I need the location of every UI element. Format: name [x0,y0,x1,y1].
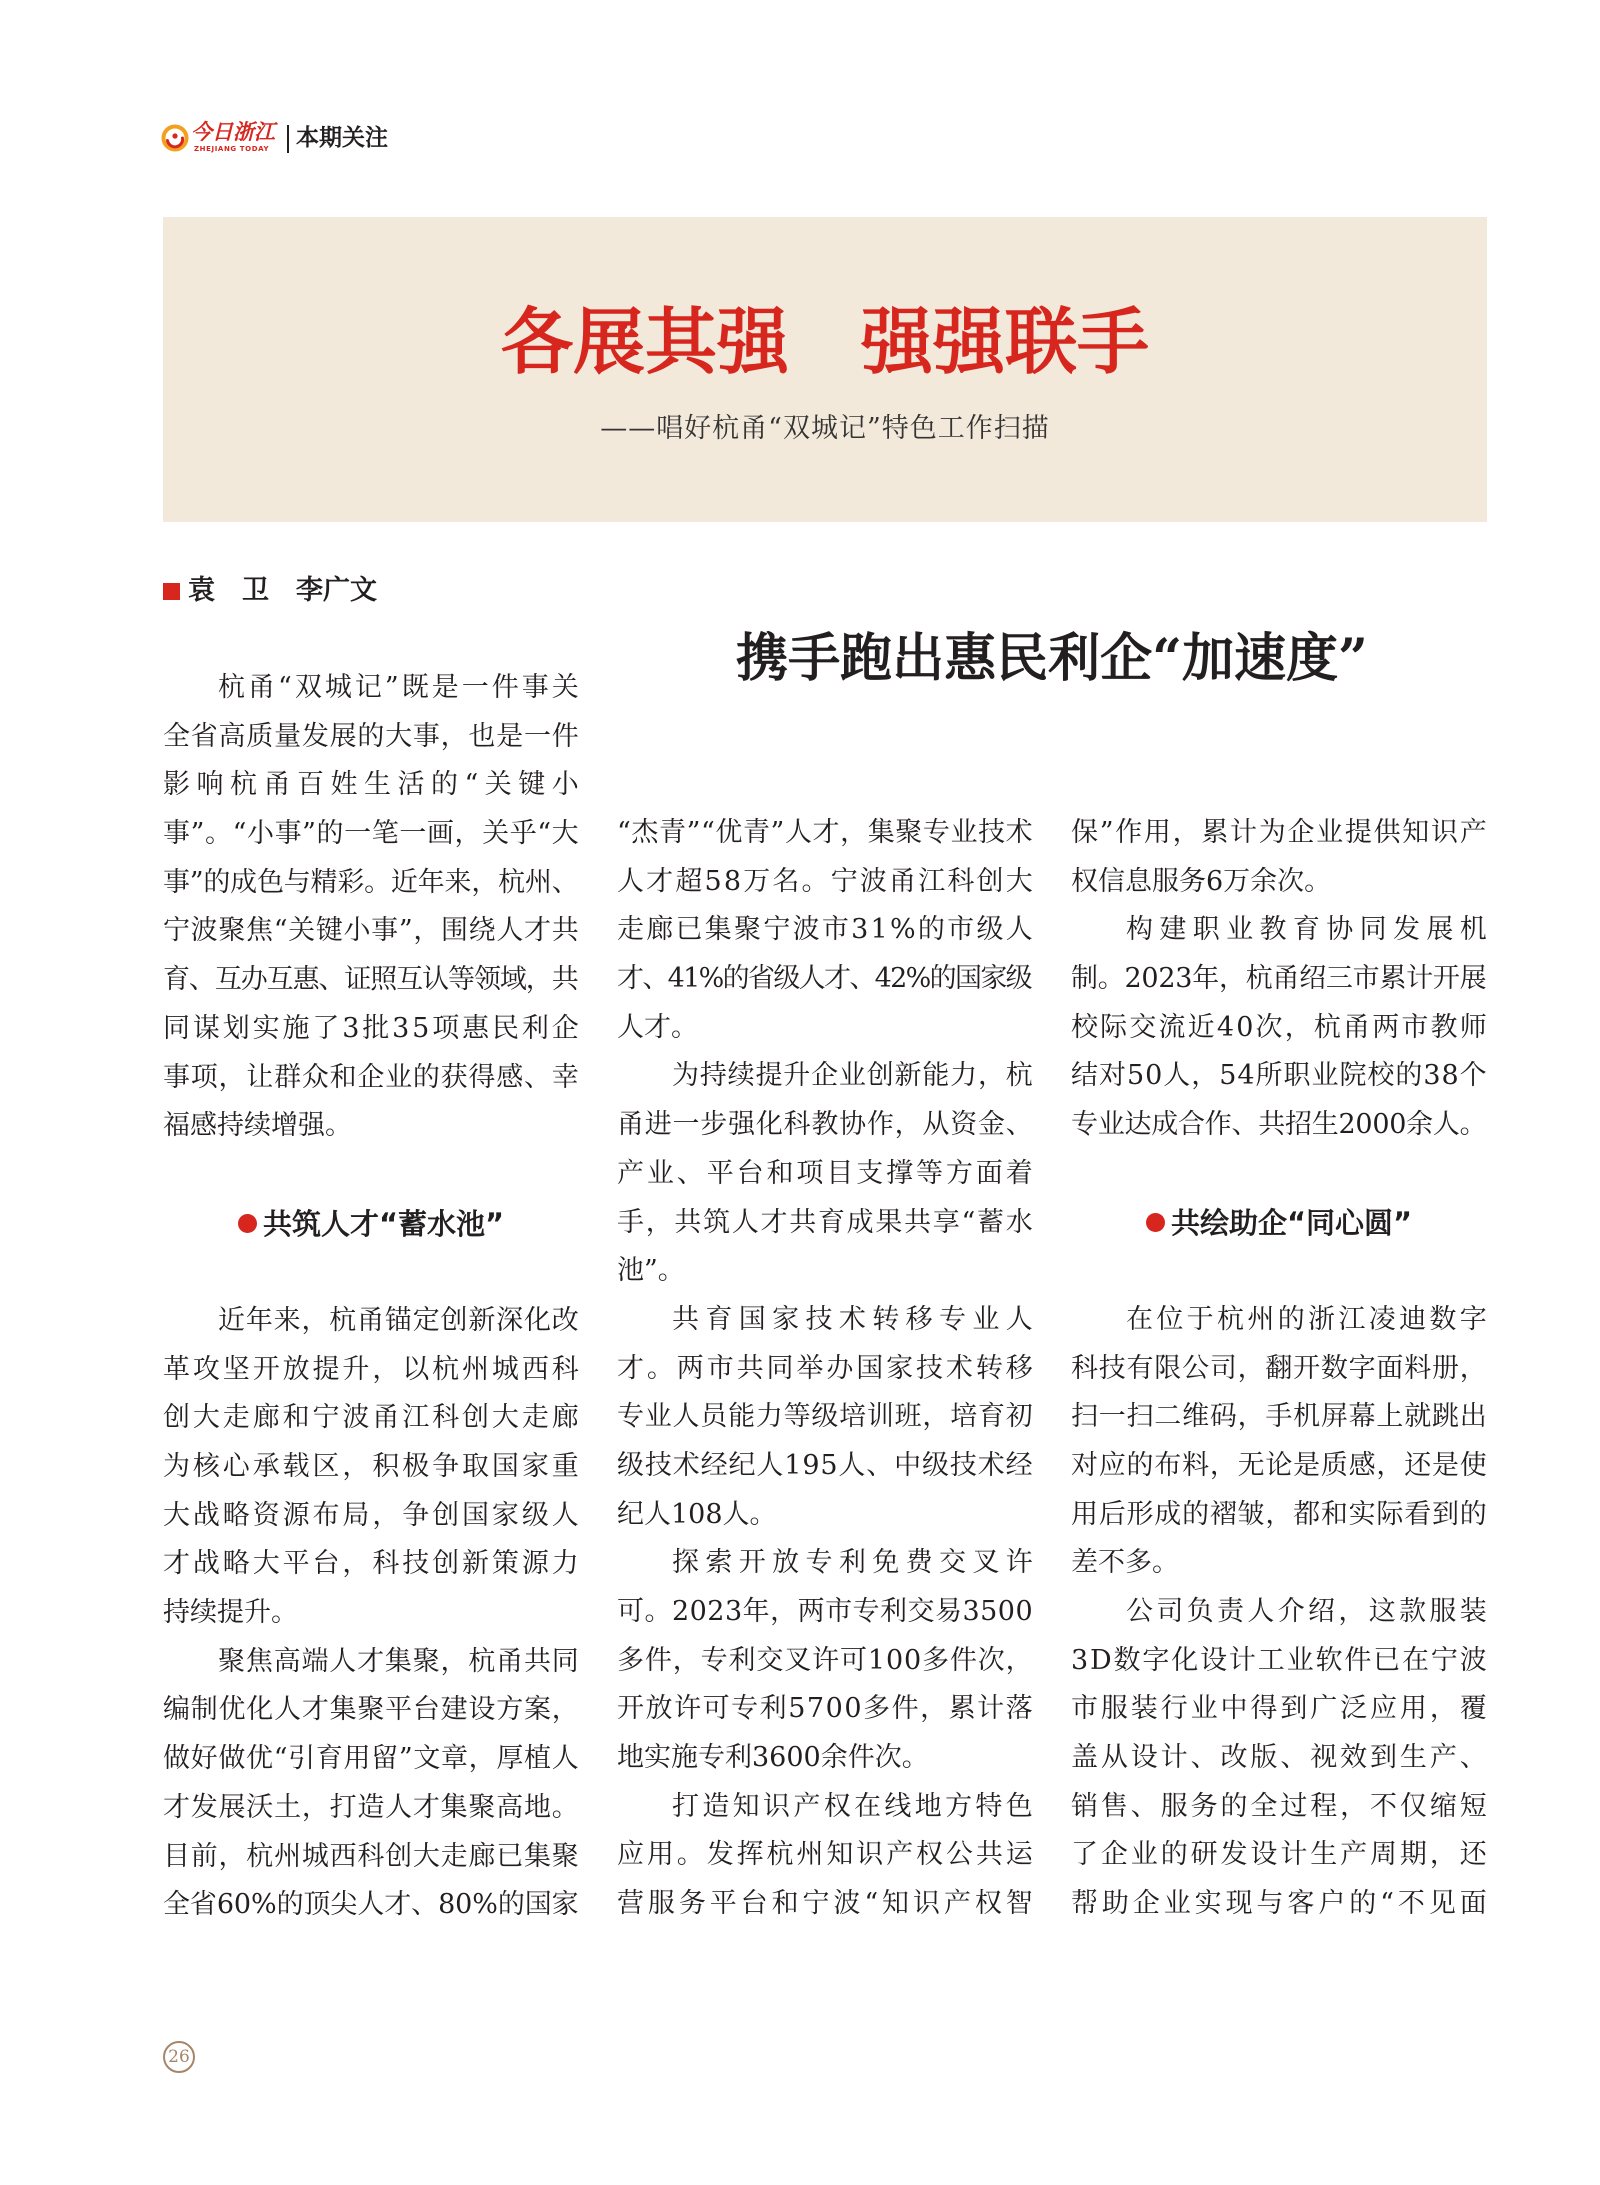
text-line: 纪人108人。 [617,1498,777,1530]
text-line: 才战略大平台，科技创新策源力 [163,1548,582,1580]
subsection-heading-text: 共绘助企“同心圆” [1170,1205,1413,1240]
text-line: 才发展沃土，打造人才集聚高地。 [163,1791,580,1823]
author-names: 袁 卫 李广文 [188,575,377,606]
logo-subtext: ZHEJIANG TODAY [194,145,270,153]
zhejiang-today-logo [160,120,284,158]
text-line: 大战略资源布局，争创国家级人 [163,1499,582,1531]
text-line: 近年来，杭甬锚定创新深化改 [218,1304,580,1336]
paragraph [617,1296,1040,1539]
text-line: 创大走廊和宁波甬江科创大走廊 [163,1402,582,1434]
paragraph [1071,1588,1491,1929]
text-line: 在位于杭州的浙江凌迪数字 [1126,1303,1491,1335]
text-line: 应用。发挥杭州知识产权公共运 [617,1839,1036,1871]
text-line: 打造知识产权在线地方特色 [672,1790,1037,1822]
text-line: 编制优化人才集聚平台建设方案， [163,1694,580,1726]
text-line: 人才。 [617,1011,698,1043]
text-line: 做好做优“引育用留”文章，厚植人 [163,1743,580,1775]
text-line: “杰青”“优青”人才，集聚专业技术 [617,817,1034,848]
section-label: 本期关注 [296,125,388,151]
text-line: 影响杭甬百姓生活的“关键小 [163,769,586,801]
text-line: 革攻坚开放提升，以杭州城西科 [163,1353,582,1385]
text-line: 扫一扫二维码，手机屏幕上就跳出 [1071,1401,1488,1433]
subsection-heading-text: 共筑人才“蓄水池” [262,1206,505,1241]
byline [163,573,377,609]
section-heading: 携手跑出惠民利企“加速度” [736,628,1368,689]
text-line: 用后形成的褶皱，都和实际看到的 [1071,1498,1488,1530]
text-line: 才。两市共同举办国家技术转移 [617,1352,1036,1384]
text-line: 事项，让群众和企业的获得感、幸 [163,1061,580,1093]
text-line: 制。2023年，杭甬绍三市累计开展 [1071,963,1487,995]
text-line: 宁波聚焦“关键小事”，围绕人才共 [163,915,580,947]
text-line: 3D数字化设计工业软件已在宁波 [1071,1644,1489,1676]
text-line: 营服务平台和宁波“知识产权智 [617,1888,1037,1920]
text-line: 手，共筑人才共育成果共享“蓄水 [617,1206,1035,1238]
text-line: 为持续提升企业创新能力，杭 [672,1060,1034,1092]
logo-text: 今日浙江 [191,119,275,144]
title-banner [163,217,1487,522]
article-subtitle: ——唱好杭甬“双城记”特色工作扫描 [600,413,1050,444]
text-line: 杭甬“双城记”既是一件事关 [218,672,582,703]
paragraph [617,1783,1037,1929]
text-line: 为核心承载区，积极争取国家重 [163,1451,582,1483]
text-line: 才、41%的省级人才、42%的国家级 [617,963,1031,995]
text-line: 福感持续增强。 [163,1110,352,1142]
article-column-2 [617,809,1040,1929]
header-divider [287,125,289,153]
subsection-heading [1071,1150,1487,1296]
text-line: 保”作用，累计为企业提供知识产 [1071,817,1489,848]
text-line: 专业达成合作、共招生2000余人。 [1071,1109,1487,1141]
text-line: 了企业的研发设计生产周期，还 [1071,1839,1490,1871]
text-line: 聚焦高端人才集聚，杭甬共同 [218,1645,580,1677]
bullet-dot-icon [238,1214,257,1233]
text-line: 事”的成色与精彩。近年来，杭州、 [163,866,579,898]
red-square-icon [163,583,180,600]
paragraph [617,1052,1036,1295]
text-line: 同谋划实施了3批35项惠民利企 [163,1012,582,1044]
text-line: 事”。“小事”的一笔一画，关乎“大 [163,818,580,850]
article-title: 各展其强 强强联手 [500,299,1149,384]
paragraph [163,664,586,1151]
text-line: 共育国家技术转移专业人 [672,1303,1040,1335]
article-column-1 [163,664,586,1930]
bullet-dot-icon [1146,1213,1165,1232]
text-line: 对应的布料，无论是质感，还是使 [1071,1449,1488,1481]
text-line: 全省60%的顶尖人才、80%的国家 [163,1889,579,1921]
text-line: 差不多。 [1071,1547,1179,1579]
text-line: 池”。 [617,1255,685,1287]
text-line: 盖从设计、改版、视效到生产、 [1071,1742,1490,1774]
text-line: 公司负责人介绍，这款服装 [1126,1596,1491,1628]
text-line: 构建职业教育协同发展机 [1126,914,1494,946]
text-line: 多件，专利交叉许可100多件次， [617,1644,1034,1676]
page-number: 26 [163,2041,195,2073]
text-line: 开放许可专利5700多件，累计落 [617,1693,1035,1725]
text-line: 可。2023年，两市专利交易3500 [617,1596,1034,1627]
text-line: 目前，杭州城西科创大走廊已集聚 [163,1840,580,1872]
text-line: 结对50人，54所职业院校的38个 [1071,1060,1488,1092]
subsection-heading [163,1151,579,1297]
paragraph [163,1297,582,1638]
text-line: 级技术经纪人195人、中级技术经 [617,1449,1034,1481]
text-line: 专业人员能力等级培训班，培育初 [617,1401,1034,1433]
text-line: 校际交流近40次，杭甬两市教师 [1071,1011,1489,1043]
text-line: 人才超58万名。宁波甬江科创大 [617,865,1035,897]
logo-swirl-icon [160,123,190,153]
paragraph [1071,906,1494,1149]
text-line: 探索开放专利免费交叉许 [672,1547,1040,1579]
paragraph [617,809,1033,1052]
text-line: 甬进一步强化科教协作，从资金、 [617,1109,1034,1141]
paragraph [617,1539,1040,1782]
paragraph [1071,809,1487,906]
text-line: 全省高质量发展的大事，也是一件 [163,720,580,752]
paragraph [163,1638,579,1930]
text-line: 科技有限公司，翻开数字面料册， [1071,1352,1488,1384]
text-line: 权信息服务6万余次。 [1071,865,1332,897]
text-line: 地实施专利3600余件次。 [617,1742,929,1774]
text-line: 走廊已集聚宁波市31%的市级人 [617,914,1035,946]
paragraph [1071,1296,1491,1588]
text-line: 销售、服务的全过程，不仅缩短 [1071,1790,1490,1822]
text-line: 产业、平台和项目支撑等方面着 [617,1157,1036,1189]
text-line: 育、互办互惠、证照互认等领域，共 [163,964,578,996]
text-line: 帮助企业实现与客户的“不见面 [1071,1888,1491,1920]
article-column-3 [1071,809,1494,1929]
text-line: 市服装行业中得到广泛应用，覆 [1071,1693,1490,1725]
text-line: 持续提升。 [163,1597,298,1629]
